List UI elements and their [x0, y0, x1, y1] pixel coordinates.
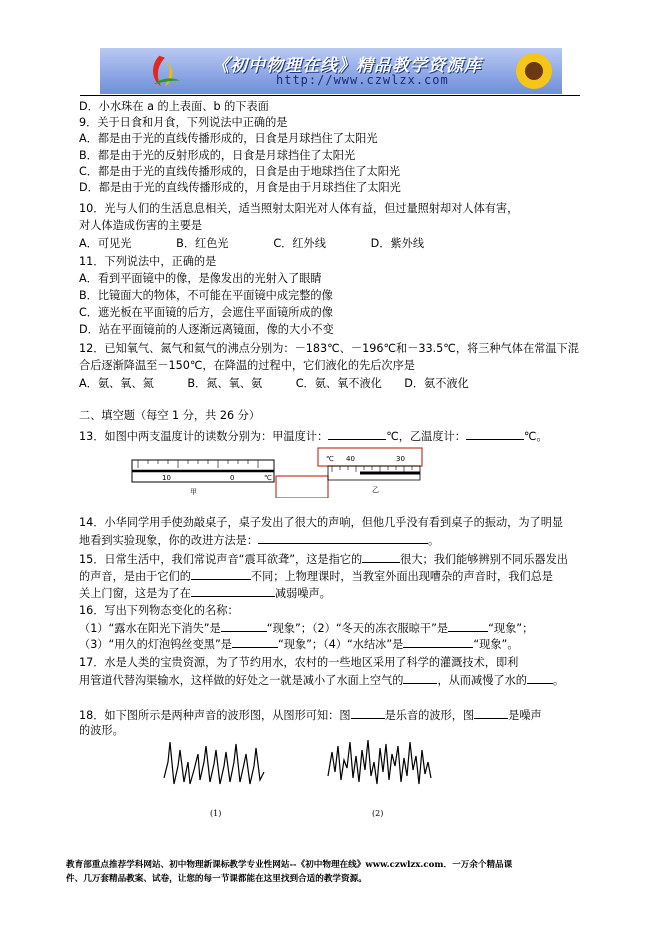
scale-label: 40 [346, 455, 355, 463]
option-11c: C．遮光板在平面镜的后方，会遮住平面镜所成的像 [79, 306, 333, 319]
waveform-label: (2) [372, 809, 384, 818]
header-rule [80, 95, 580, 96]
option-11d: D．站在平面镜前的人逐渐远离镜面，像的大小不变 [79, 323, 334, 336]
option-9b: B．都是由于光的反射形成的，日食是月球挡住了太阳光 [79, 149, 356, 162]
option-9d: D．都是由于光的直线传播形成的，月食是由于月球挡住了太阳光 [79, 181, 401, 194]
answer-blank[interactable] [403, 672, 437, 684]
question-18-cont: 的波形。 [79, 724, 124, 737]
options-10: A．可见光 B．红色光 C．红外线 D．紫外线 [79, 237, 425, 250]
sunflower-icon [512, 50, 556, 92]
section-2-heading: 二、填空题（每空 1 分，共 26 分） [79, 409, 261, 422]
highlight-box [276, 476, 328, 498]
answer-blank[interactable] [258, 532, 428, 544]
answer-blank[interactable] [527, 672, 553, 684]
answer-blank[interactable] [362, 551, 400, 563]
waveform-label: (1) [210, 809, 222, 818]
waveform-2 [328, 740, 431, 818]
answer-blank[interactable] [448, 620, 488, 632]
scale-label: 30 [396, 455, 405, 463]
question-15-end: 关上门窗，这是为了在 减弱噪声。 [79, 587, 331, 600]
answer-blank[interactable] [351, 707, 385, 719]
question-12: 12．已知氧气、氮气和氦气的沸点分别为：－183℃、－196℃和－33.5℃，将三种气体在常温下混 [79, 342, 579, 355]
question-11: 11．下列说法中，正确的是 [79, 255, 217, 268]
thermometer-yi [318, 448, 422, 494]
question-16: 16．写出下列物态变化的名称： [79, 604, 239, 617]
answer-blank[interactable] [474, 707, 508, 719]
footer-line: 教育部重点推荐学科网站、初中物理新课标教学专业性网站--《初中物理在线》www.czwlzx.com．一万余个精品课 [66, 860, 513, 870]
question-17-cont: 用管道代替沟渠输水，这样做的好处之一就是减小了水面上空气的 ，从而减慢了水的 。 [79, 674, 565, 687]
thermometer-jia [132, 460, 274, 496]
question-15: 15．日常生活中，我们常说声音“震耳欲聋”，这是指它的 很大；我们能够辨别不同乐器发出 [79, 553, 568, 566]
option-9a: A．都是由于光的直线传播形成的，日食是月球挡住了太阳光 [79, 132, 378, 145]
answer-blank[interactable] [466, 428, 524, 440]
scale-label: 0 [230, 474, 235, 482]
waveform-figure [160, 732, 480, 824]
scale-label: ℃ [264, 474, 272, 482]
scale-label: 10 [162, 474, 171, 482]
thermometer-label: 甲 [190, 488, 197, 496]
question-16-row2: （3）“用久的灯泡钨丝变黑”是 “现象”；（4）“水结冰”是 “现象”。 [79, 638, 519, 651]
question-17: 17．水是人类的宝贵资源，为了节约用水，农村的一些地区采用了科学的灌溉技术，即利 [79, 656, 519, 669]
question-18: 18．如下图所示是两种声音的波形图，从图形可知：图 是乐音的波形，图 是噪声 [79, 709, 542, 722]
banner-url: http://www.czwlzx.com [276, 73, 449, 87]
answer-blank[interactable] [328, 428, 386, 440]
waveform-1 [164, 742, 264, 818]
answer-blank[interactable] [403, 636, 473, 648]
thermometer-label: 乙 [372, 486, 379, 494]
question-13: 13．如图中两支温度计的读数分别为：甲温度计： ℃，乙温度计： ℃。 [79, 430, 548, 443]
footer-line: 件、几万套精品教案、试卷，让您的每一节课都能在这里找到合适的教学资源。 [66, 874, 367, 884]
option-8d: D．小水珠在 a 的上表面、b 的下表面 [79, 100, 269, 113]
question-10: 10．光与人们的生活息息相关，适当照射太阳光对人体有益，但过量照射却对人体有害， [79, 202, 519, 215]
options-12: A．氨、氧、氮 B．氮、氧、氨 C．氨、氧不液化 D．氨不液化 [79, 377, 469, 390]
header-banner [100, 48, 562, 94]
question-9: 9．关于日食和月食，下列说法中正确的是 [79, 116, 288, 129]
question-16-row1: （1）“露水在阳光下消失”是 “现象”；（2）“冬天的冻衣服晾干”是 “现象”； [79, 622, 534, 635]
option-11b: B．比镜面大的物体，不可能在平面镜中成完整的像 [79, 289, 333, 302]
option-11a: A．看到平面镜中的像，是像发出的光射入了眼睛 [79, 272, 322, 285]
banner-title: 《初中物理在线》精品教学资源库 [212, 56, 482, 76]
option-9c: C．都是由于光的直线传播形成的，日食是由于地球挡住了太阳光 [79, 165, 401, 178]
question-12-cont: 合后逐渐降温至－150℃，在降温的过程中，它们液化的先后次序是 [79, 359, 415, 372]
logo-icon [146, 52, 184, 90]
answer-blank[interactable] [191, 568, 251, 580]
footer [66, 858, 596, 886]
thermometer-figure [128, 446, 428, 498]
question-10-cont: 对人体造成伤害的主要是 [79, 219, 203, 232]
question-14: 14．小华同学用手使劲敲桌子，桌子发出了很大的声响，但他几乎没有看到桌子的振动，为了明显 [79, 516, 564, 529]
question-14-cont: 地看到实验现象，你的改进方法是： 。 [79, 534, 440, 547]
scale-label: ℃ [326, 455, 334, 463]
question-15-cont: 的声音，是由于它们的 不同；上物理课时，当教室外面出现嘈杂的声音时，我们总是 [79, 570, 553, 583]
answer-blank[interactable] [232, 636, 278, 648]
answer-blank[interactable] [191, 585, 275, 597]
answer-blank[interactable] [221, 620, 267, 632]
